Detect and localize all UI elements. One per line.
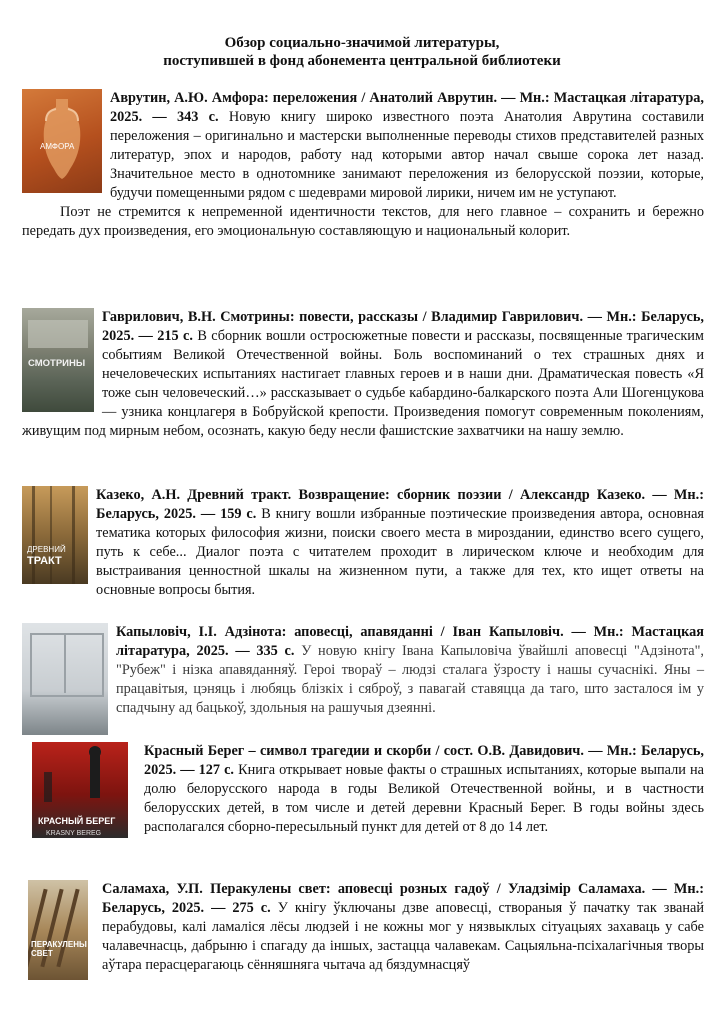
book-entry-avrutin <box>22 89 704 241</box>
book-heading: Красный Берег – символ трагедии и скорби / сост. О.В. Давидович. — Мн.: Беларусь, 2025. — 127 с. <box>144 743 704 778</box>
book-cover-adzinota <box>22 623 108 735</box>
book-entry-gavrilovich <box>22 308 704 441</box>
book-heading: Гаврилович, В.Н. Смотрины: повести, рассказы / Владимир Гаврилович. — Мн.: Беларусь, 2025. — 215 с. <box>102 309 704 344</box>
book-heading: Капыловіч, І.І. Адзінота: аповесці, апавяданні / Іван Капыловіч. — Мн.: Мастацкая літаратура, 2025. — 335 с. <box>116 624 704 659</box>
book-cover-krasny-bereg <box>32 742 128 838</box>
cover-subtitle: KRASNY BEREG <box>46 830 102 837</box>
cover-title: АМФОРА <box>40 142 75 151</box>
cover-title-line-2: ТРАКТ <box>27 555 62 567</box>
book-cover-amfora <box>22 89 102 193</box>
book-entry-krasny-bereg <box>22 742 704 838</box>
entry-text <box>22 486 704 600</box>
book-heading: Казеко, А.Н. Древний тракт. Возвращение: сборник поэзии / Александр Казеко. — Мн.: Беларусь, 2025. — 159 с. <box>96 487 704 522</box>
entry-text <box>22 308 704 441</box>
book-entry-salamakha <box>22 880 704 980</box>
cover-title-line-1: ДРЕВНИЙ <box>27 545 66 554</box>
book-heading: Аврутин, А.Ю. Амфора: переложения / Анатолий Аврутин. — Мн.: Мастацкая літаратура, 2025. — 343 с. <box>110 90 704 125</box>
entry-text <box>22 623 704 718</box>
book-annotation: Новую книгу широко известного поэта Анатолия Аврутина составили переложения – оригинально и мастерски выполненные переводы стихов представителей разных литератур, эпох и народов, работу над которыми автор начал свыше сорока лет назад. Значительное место в однотомнике занимают переложения из белорусской поэзии, которые, будучи помещенными рядом с шедеврами мировой лирики, ничем им не уступают. <box>110 109 704 201</box>
book-annotation: В сборник вошли остросюжетные повести и рассказы, посвященные трагическим событиям Великой Отечественной войны. Боль воспоминаний о тех страшных днях и нечеловеческих испытаниях настигает главных героев и в наши дни. Драматическая повесть «Я тоже сын человеческий…» рассказывает о судьбе кабардино-балкарского поэта Али Шогенцукова — узника концлагеря в Бобруйской крепости. Произведения помогут современным поколениям, живущим под мирным небом, осознать, какую беду несли фашистские захватчики на нашу землю. <box>22 328 704 439</box>
book-entry-kapylovich <box>22 623 704 735</box>
book-annotation: У новую кнігу Івана Капыловіча ўвайшлі аповесці "Адзінота", "Рубеж" і нізка апавяданняў. Героі твораў – людзі сталага ўзросту і нашы сучаснікі. Яны – працавітыя, цэняць і любяць блізкіх і сяброў, з павагай ставяцца да таго, што засталося ім у спадчыну ад бацькоў, здольныя на рашучыя дзеянні. <box>116 643 704 716</box>
entry-text <box>22 89 704 203</box>
book-annotation: Книга открывает новые факты о страшных испытаниях, которые выпали на долю белорусского народа в годы Великой Отечественной войны, и в частности белорусских детей, в том числе и детей деревни Красный Берег. В годы войны здесь располагался сборно-пересыльный пункт для детей от 8 до 14 лет. <box>144 762 704 835</box>
entry-text <box>22 880 704 975</box>
book-cover-perakuleny-svet <box>28 880 88 980</box>
book-annotation: У кнігу ўключаны дзве аповесці, створаныя ў пачатку так званай перабудовы, калі ламаліся лёсы людзей і не кожны мог у нязвыклых сітуацыях захаваць у сабе чалавечнасць, дабрыню і спагаду да іншых, застацца чалавекам. Сацыяльна-псіхалагічныя творы аўтара перасцерагаюць сённяшняга чытача ад бяздумнасцяў <box>102 900 704 973</box>
book-heading: Саламаха, У.П. Перакулены свет: аповесці розных гадоў / Уладзімір Саламаха. — Мн.: Беларусь, 2025. — 275 с. <box>102 881 704 916</box>
book-cover-drevniy-trakt <box>22 486 88 584</box>
cover-title: КРАСНЫЙ БЕРЕГ <box>38 816 116 826</box>
page-title <box>0 34 724 70</box>
book-annotation: В книгу вошли избранные поэтические произведения автора, основная тематика которых философия жизни, поиски своего места в мироздании, единство всего сущего, путь к себе... Диалог поэта с читателем проходит в лирическом ключе и необходим для выстраивания ценностной шкалы на жизненном пути, а также для тех, кто ищет ответы на основные вопросы бытия. <box>96 506 704 598</box>
book-annotation-continued: Поэт не стремится к непременной идентичности текстов, для него главное – сохранить и бережно передать дух произведения, его эмоциональную составляющую и национальный колорит. <box>22 204 704 239</box>
cover-title: СМОТРИНЫ <box>28 358 86 369</box>
page-title-line-1: Обзор социально-значимой литературы, <box>224 35 500 51</box>
book-cover-smotriny <box>22 308 94 412</box>
page-title-line-2: поступившей в фонд абонемента центральной библиотеки <box>163 53 561 69</box>
cover-title: ПЕРАКУЛЕНЫ СВЕТ <box>31 940 87 958</box>
book-entry-kazeko <box>22 486 704 600</box>
